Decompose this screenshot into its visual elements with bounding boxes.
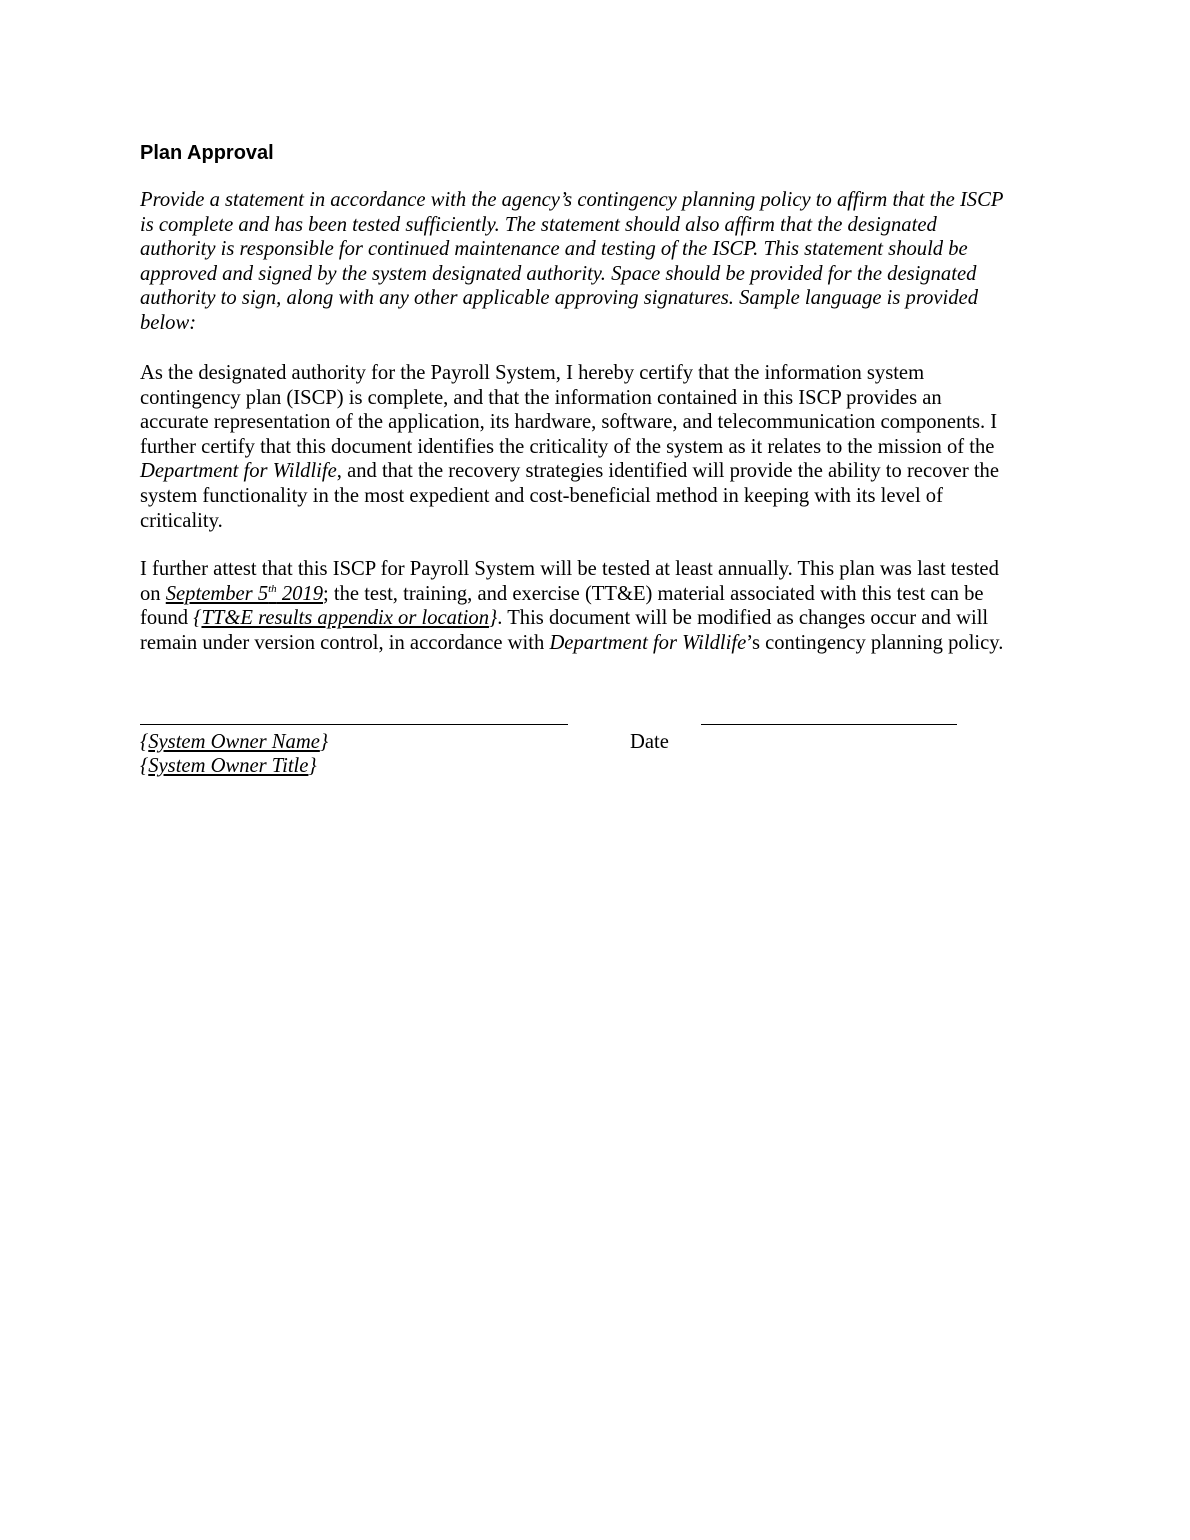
brace: } xyxy=(308,755,317,777)
attestation-text: ’s contingency planning policy. xyxy=(746,631,1004,654)
attestation-line: I further attest that this ISCP for Payroll System will be tested at least annually. This plan was last tested xyxy=(140,558,999,580)
owner-title-placeholder: System Owner Title xyxy=(148,755,309,777)
system-owner-title[interactable] xyxy=(140,754,317,779)
date-label: Date xyxy=(630,731,669,753)
instruction-line: is complete and has been tested sufficiently. The statement should also affirm that the designated xyxy=(140,213,937,236)
certification-line: As the designated authority for the Payroll System, I hereby certify that the information system xyxy=(140,362,925,384)
certification-line xyxy=(140,459,1050,484)
organization-name: Department for Wildlife xyxy=(140,460,337,483)
attestation-text: ; the test, training, and exercise (TT&E) material associated with this test can be xyxy=(323,582,984,605)
date-month-day: September 5 xyxy=(165,582,269,605)
certification-line: accurate representation of the application, its hardware, software, and telecommunication components. I xyxy=(140,411,998,434)
owner-name-placeholder: System Owner Name xyxy=(148,731,320,753)
certification-paragraph xyxy=(140,361,1050,533)
date-suffix: th xyxy=(268,582,277,595)
instruction-paragraph xyxy=(140,188,1050,336)
attestation-paragraph xyxy=(140,557,1050,655)
instruction-line: Provide a statement in accordance with the agency’s contingency planning policy to affirm that the ISCP xyxy=(140,189,1004,211)
certification-line: criticality. xyxy=(140,509,223,532)
attestation-text: found xyxy=(140,607,194,630)
attestation-text: remain under version control, in accordance with xyxy=(140,631,550,654)
instruction-line: authority to sign, along with any other applicable approving signatures. Sample language is provided xyxy=(140,287,978,310)
brace: } xyxy=(489,607,498,630)
attestation-text: on xyxy=(140,582,166,605)
date-year: 2019 xyxy=(276,582,324,605)
brace: { xyxy=(193,607,202,630)
organization-name: Department for Wildlife xyxy=(549,631,747,654)
page-title: Plan Approval xyxy=(140,142,274,164)
last-tested-date[interactable] xyxy=(166,583,323,605)
date-line xyxy=(701,706,957,725)
attestation-text: . This document will be modified as changes occur and will xyxy=(497,607,989,630)
certification-line: further certify that this document identifies the criticality of the system as it relates to the mission of the xyxy=(140,435,995,458)
instruction-line: below: xyxy=(140,311,197,334)
brace: { xyxy=(140,755,149,777)
brace: } xyxy=(319,731,329,753)
instruction-line: approved and signed by the system designated authority. Space should be provided for the designated xyxy=(140,262,977,285)
signature-line xyxy=(140,706,568,725)
brace: { xyxy=(140,731,149,753)
certification-text: , and that the recovery strategies identified will provide the ability to recover the xyxy=(336,460,999,483)
certification-line: system functionality in the most expedient and cost-beneficial method in keeping with its level of xyxy=(140,484,943,507)
instruction-line: authority is responsible for continued maintenance and testing of the ISCP. This statement should be xyxy=(140,238,968,261)
certification-line: contingency plan (ISCP) is complete, and that the information contained in this ISCP provides an xyxy=(140,386,942,409)
tte-results-location[interactable]: TT&E results appendix or location xyxy=(201,607,490,630)
attestation-line xyxy=(140,631,1050,656)
attestation-line xyxy=(140,606,1050,631)
attestation-line xyxy=(140,582,1050,607)
system-owner-name[interactable] xyxy=(140,730,328,755)
